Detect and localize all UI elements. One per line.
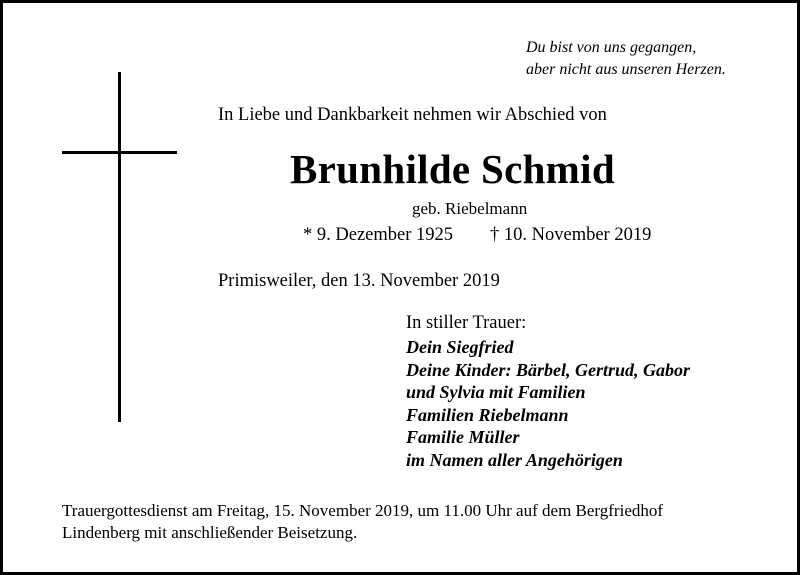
motto-line-1: Du bist von uns gegangen, (526, 39, 697, 56)
funeral-service-info (62, 500, 663, 544)
mourner-line: Familien Riebelmann (406, 404, 569, 425)
mourner-line: und Sylvia mit Familien (406, 382, 586, 402)
mourner-line: Familie Müller (406, 427, 520, 447)
service-line-2: Lindenberg mit anschließender Beisetzung. (62, 523, 358, 542)
service-line-1: Trauergottesdienst am Freitag, 15. November 2019, um 11.00 Uhr auf dem Bergfriedhof (62, 501, 664, 520)
mourner-line: Dein Siegfried (406, 337, 514, 357)
place-and-date: Primisweiler, den 13. November 2019 (218, 271, 500, 291)
death-date: † 10. November 2019 (490, 225, 652, 245)
mourners-list (406, 336, 690, 471)
mourner-line: Deine Kinder: Bärbel, Gertrud, Gabor (406, 359, 691, 380)
deceased-name: Brunhilde Schmid (290, 146, 615, 192)
cross-horizontal-bar (62, 151, 177, 154)
intro-text: In Liebe und Dankbarkeit nehmen wir Abschied von (218, 105, 607, 125)
birth-date: * 9. Dezember 1925 (303, 225, 454, 245)
motto-line-2: aber nicht aus unseren Herzen. (526, 61, 726, 78)
mourners-label: In stiller Trauer: (406, 313, 527, 333)
birth-name: geb. Riebelmann (412, 199, 528, 218)
motto-quote (526, 37, 726, 81)
mourner-line: im Namen aller Angehörigen (406, 449, 623, 470)
cross-vertical-bar (118, 72, 121, 422)
